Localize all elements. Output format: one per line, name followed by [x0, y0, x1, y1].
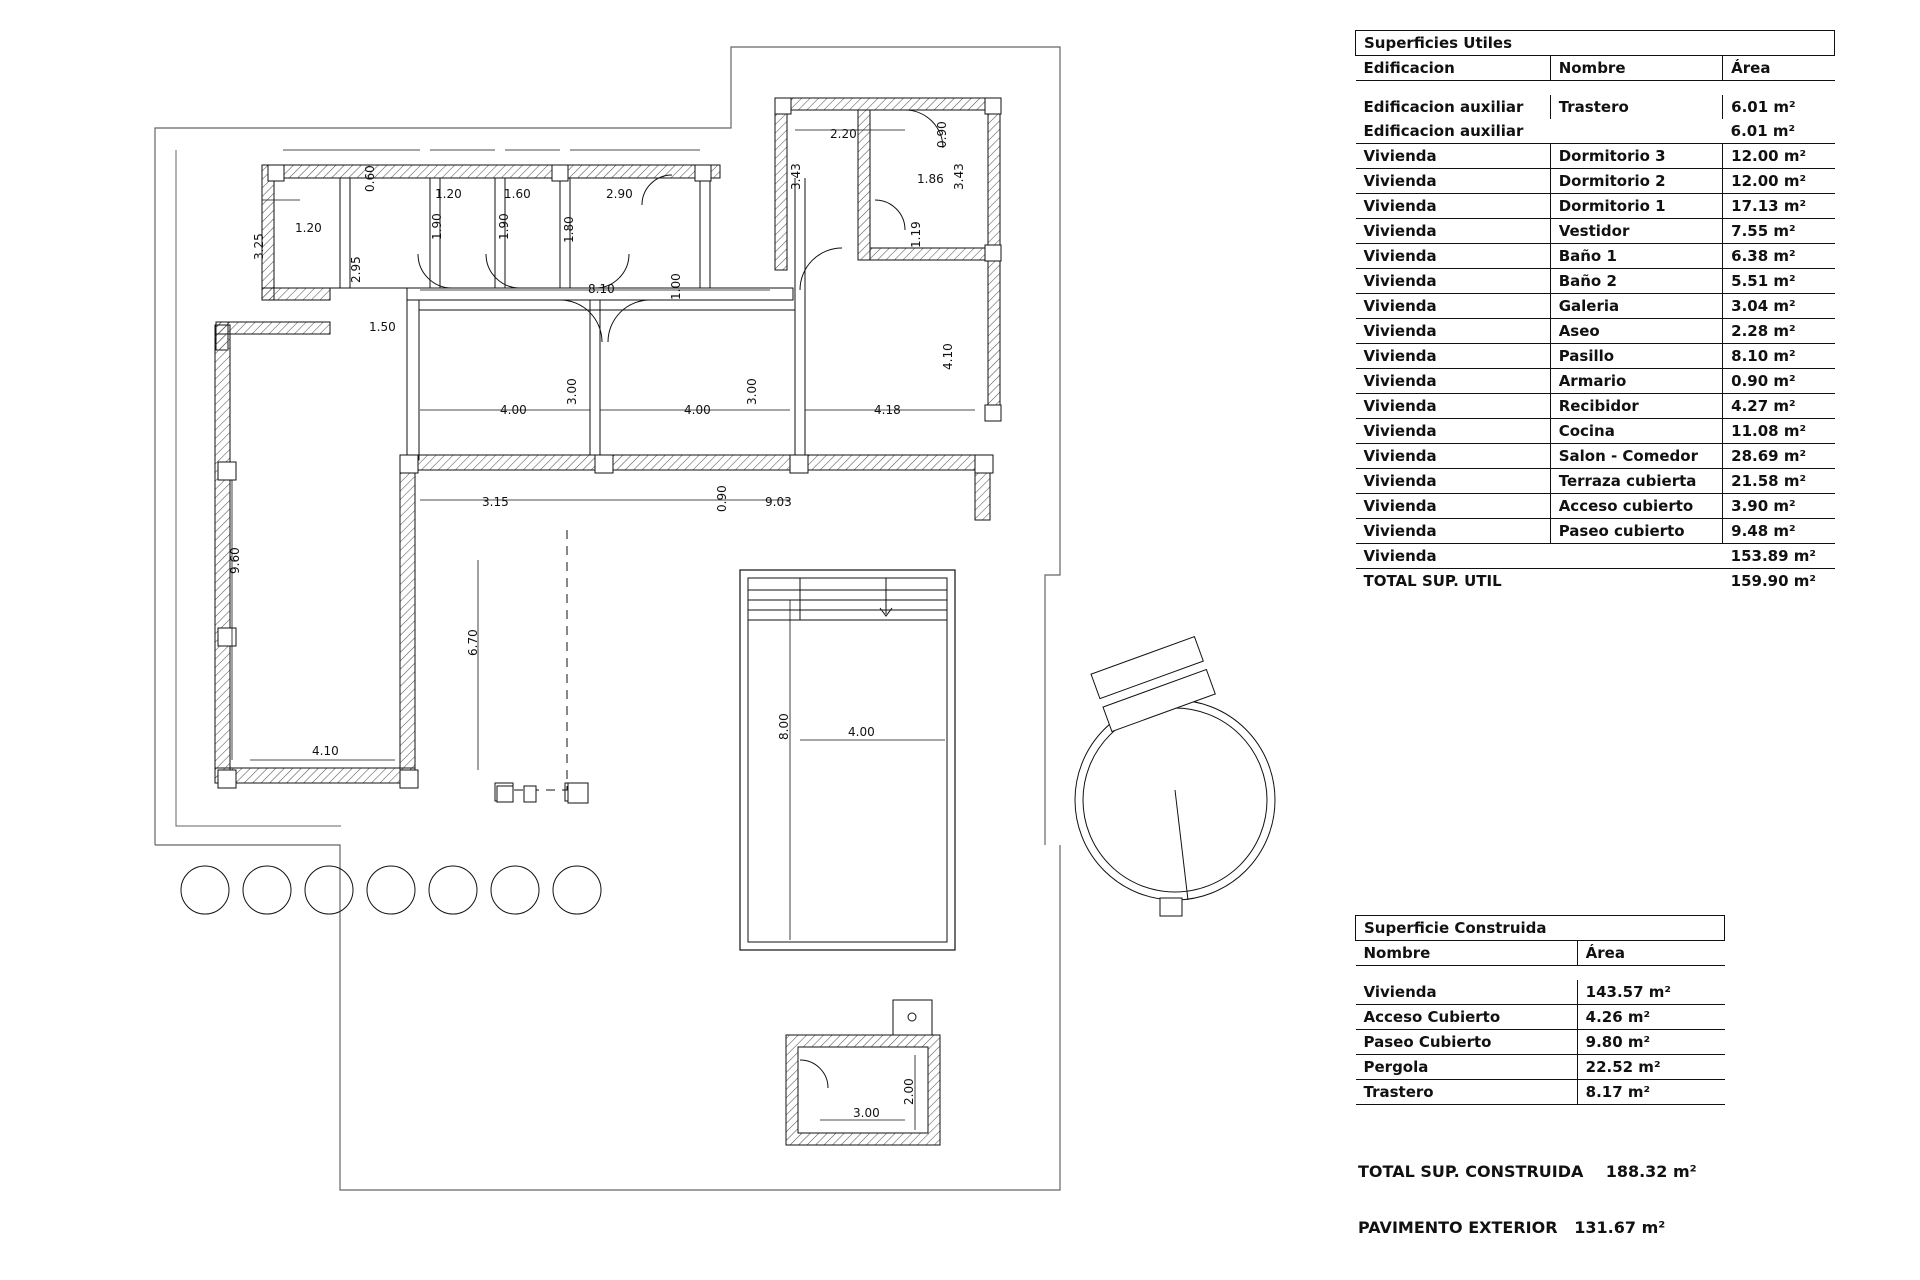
cell-nombre: Galeria — [1550, 294, 1722, 319]
table-row — [1356, 419, 1835, 444]
cell-nombre: Baño 1 — [1550, 244, 1722, 269]
svg-text:0.90: 0.90 — [935, 121, 949, 148]
cell-nombre: Armario — [1550, 369, 1722, 394]
svg-text:4.10: 4.10 — [312, 744, 339, 758]
cell-area: 17.13 m² — [1723, 194, 1835, 219]
svg-text:8.10: 8.10 — [588, 282, 615, 296]
cell-edificacion: Vivienda — [1356, 494, 1551, 519]
cell-area: 8.10 m² — [1723, 344, 1835, 369]
svg-text:1.00: 1.00 — [669, 273, 683, 300]
cell-nombre: Acceso Cubierto — [1356, 1004, 1578, 1029]
subtotal-value-vivienda: 153.89 m² — [1723, 544, 1835, 569]
cell-nombre: Cocina — [1550, 419, 1722, 444]
svg-text:2.90: 2.90 — [606, 187, 633, 201]
svg-text:3.00: 3.00 — [853, 1106, 880, 1120]
cell-edificacion: Vivienda — [1356, 519, 1551, 544]
table-header-row — [1356, 941, 1725, 966]
table-row — [1356, 319, 1835, 344]
cell-area: 143.57 m² — [1577, 980, 1724, 1005]
cell-edificacion: Vivienda — [1356, 244, 1551, 269]
total-construida-label: TOTAL SUP. CONSTRUIDA — [1358, 1162, 1584, 1181]
cell-edificacion: Vivienda — [1356, 344, 1551, 369]
cell-nombre: Vivienda — [1356, 980, 1578, 1005]
table-row — [1356, 344, 1835, 369]
svg-text:3.00: 3.00 — [565, 378, 579, 405]
col-header-nombre: Nombre — [1356, 941, 1578, 966]
cell-edificacion: Vivienda — [1356, 419, 1551, 444]
cell-area: 6.01 m² — [1723, 95, 1835, 120]
cell-nombre: Trastero — [1356, 1079, 1578, 1104]
svg-text:0.60: 0.60 — [363, 165, 377, 192]
table-row — [1356, 219, 1835, 244]
cell-nombre: Paseo Cubierto — [1356, 1029, 1578, 1054]
svg-text:9.03: 9.03 — [765, 495, 792, 509]
svg-text:0.90: 0.90 — [715, 485, 729, 512]
cell-edificacion: Vivienda — [1356, 294, 1551, 319]
cell-area: 28.69 m² — [1723, 444, 1835, 469]
table-header-row — [1356, 56, 1835, 81]
svg-text:1.90: 1.90 — [430, 213, 444, 240]
table-row — [1356, 169, 1835, 194]
svg-text:3.43: 3.43 — [952, 163, 966, 190]
cell-edificacion: Vivienda — [1356, 194, 1551, 219]
svg-text:4.10: 4.10 — [941, 343, 955, 370]
cell-edificacion: Vivienda — [1356, 144, 1551, 169]
table-subtotal-row — [1356, 544, 1835, 569]
table-row — [1356, 494, 1835, 519]
svg-text:4.00: 4.00 — [848, 725, 875, 739]
table-row — [1356, 269, 1835, 294]
table-row — [1356, 469, 1835, 494]
total-label-util: TOTAL SUP. UTIL — [1363, 572, 1502, 591]
svg-text:3.00: 3.00 — [745, 378, 759, 405]
table-subtotal-row — [1356, 119, 1835, 144]
pavimento-exterior-value: 131.67 m² — [1574, 1218, 1666, 1237]
table-row — [1356, 294, 1835, 319]
cell-edificacion: Vivienda — [1356, 169, 1551, 194]
cell-area: 0.90 m² — [1723, 369, 1835, 394]
cell-nombre: Trastero — [1550, 95, 1722, 120]
col-header-nombre: Nombre — [1550, 56, 1722, 81]
svg-text:2.95: 2.95 — [349, 256, 363, 283]
cell-area: 2.28 m² — [1723, 319, 1835, 344]
svg-text:8.00: 8.00 — [777, 713, 791, 740]
svg-text:9.60: 9.60 — [228, 547, 242, 574]
table-row — [1356, 1079, 1725, 1104]
cell-edificacion: Vivienda — [1356, 394, 1551, 419]
col-header-area: Área — [1577, 941, 1724, 966]
cell-nombre: Dormitorio 3 — [1550, 144, 1722, 169]
superficies-utiles-title: Superficies Utiles — [1356, 31, 1835, 56]
superficie-construida-table — [1355, 915, 1725, 1105]
table-row — [1356, 1054, 1725, 1079]
svg-text:1.50: 1.50 — [369, 320, 396, 334]
cell-nombre: Baño 2 — [1550, 269, 1722, 294]
cell-edificacion: Vivienda — [1356, 444, 1551, 469]
table-title-row — [1356, 31, 1835, 56]
cell-edificacion: Vivienda — [1356, 319, 1551, 344]
cell-nombre: Recibidor — [1550, 394, 1722, 419]
cell-nombre: Acceso cubierto — [1550, 494, 1722, 519]
table-row — [1356, 980, 1725, 1005]
cell-area: 3.90 m² — [1723, 494, 1835, 519]
cell-area: 22.52 m² — [1577, 1054, 1724, 1079]
pavimento-exterior-line — [1358, 1218, 1665, 1237]
cell-edificacion: Vivienda — [1356, 219, 1551, 244]
svg-text:4.00: 4.00 — [684, 403, 711, 417]
cell-area: 4.27 m² — [1723, 394, 1835, 419]
cell-nombre: Dormitorio 1 — [1550, 194, 1722, 219]
cell-nombre: Aseo — [1550, 319, 1722, 344]
table-total-row — [1356, 569, 1835, 594]
table-row — [1356, 194, 1835, 219]
cell-area: 21.58 m² — [1723, 469, 1835, 494]
table-row — [1356, 144, 1835, 169]
svg-text:1.19: 1.19 — [909, 221, 923, 248]
cell-area: 6.38 m² — [1723, 244, 1835, 269]
svg-text:1.60: 1.60 — [504, 187, 531, 201]
cell-edificacion: Vivienda — [1356, 369, 1551, 394]
cell-nombre: Dormitorio 2 — [1550, 169, 1722, 194]
svg-text:1.20: 1.20 — [295, 221, 322, 235]
table-row — [1356, 1029, 1725, 1054]
cell-nombre: Salon - Comedor — [1550, 444, 1722, 469]
cell-area: 11.08 m² — [1723, 419, 1835, 444]
cell-nombre: Pasillo — [1550, 344, 1722, 369]
col-header-area: Área — [1723, 56, 1835, 81]
total-construida-line — [1358, 1162, 1697, 1181]
svg-text:3.15: 3.15 — [482, 495, 509, 509]
subtotal-value-auxiliar: 6.01 m² — [1723, 119, 1835, 144]
svg-text:1.90: 1.90 — [497, 213, 511, 240]
cell-nombre: Vestidor — [1550, 219, 1722, 244]
table-row — [1356, 444, 1835, 469]
table-title-row — [1356, 916, 1725, 941]
svg-text:2.20: 2.20 — [830, 127, 857, 141]
svg-text:6.70: 6.70 — [466, 629, 480, 656]
subtotal-label-vivienda: Vivienda — [1356, 544, 1723, 569]
table-row — [1356, 1004, 1725, 1029]
cell-edificacion: Edificacion auxiliar — [1363, 97, 1524, 116]
subtotal-label-auxiliar: Edificacion auxiliar — [1356, 119, 1723, 144]
cell-area: 3.04 m² — [1723, 294, 1835, 319]
cell-area: 5.51 m² — [1723, 269, 1835, 294]
table-row — [1356, 244, 1835, 269]
cell-nombre: Terraza cubierta — [1550, 469, 1722, 494]
svg-text:2.00: 2.00 — [902, 1078, 916, 1105]
col-header-edificacion: Edificacion — [1356, 56, 1551, 81]
svg-text:3.43: 3.43 — [789, 163, 803, 190]
cell-area: 9.48 m² — [1723, 519, 1835, 544]
superficie-construida-title: Superficie Construida — [1356, 916, 1725, 941]
table-row — [1356, 369, 1835, 394]
cell-area: 8.17 m² — [1577, 1079, 1724, 1104]
cell-nombre: Pergola — [1356, 1054, 1578, 1079]
table-row — [1356, 519, 1835, 544]
svg-text:1.86: 1.86 — [917, 172, 944, 186]
total-value-util: 159.90 m² — [1730, 572, 1816, 591]
cell-area: 4.26 m² — [1577, 1004, 1724, 1029]
cell-area: 7.55 m² — [1723, 219, 1835, 244]
cell-nombre: Paseo cubierto — [1550, 519, 1722, 544]
svg-text:1.20: 1.20 — [435, 187, 462, 201]
cell-edificacion: Vivienda — [1356, 269, 1551, 294]
superficies-utiles-table — [1355, 30, 1835, 593]
svg-text:4.18: 4.18 — [874, 403, 901, 417]
cell-edificacion: Vivienda — [1356, 469, 1551, 494]
cell-area: 12.00 m² — [1723, 169, 1835, 194]
svg-text:4.00: 4.00 — [500, 403, 527, 417]
table-row — [1356, 95, 1835, 120]
svg-text:3.25: 3.25 — [252, 233, 266, 260]
cell-area: 12.00 m² — [1723, 144, 1835, 169]
pavimento-exterior-label: PAVIMENTO EXTERIOR — [1358, 1218, 1558, 1237]
total-construida-value: 188.32 m² — [1605, 1162, 1697, 1181]
svg-text:1.80: 1.80 — [562, 216, 576, 243]
cell-area: 9.80 m² — [1577, 1029, 1724, 1054]
table-row — [1356, 394, 1835, 419]
